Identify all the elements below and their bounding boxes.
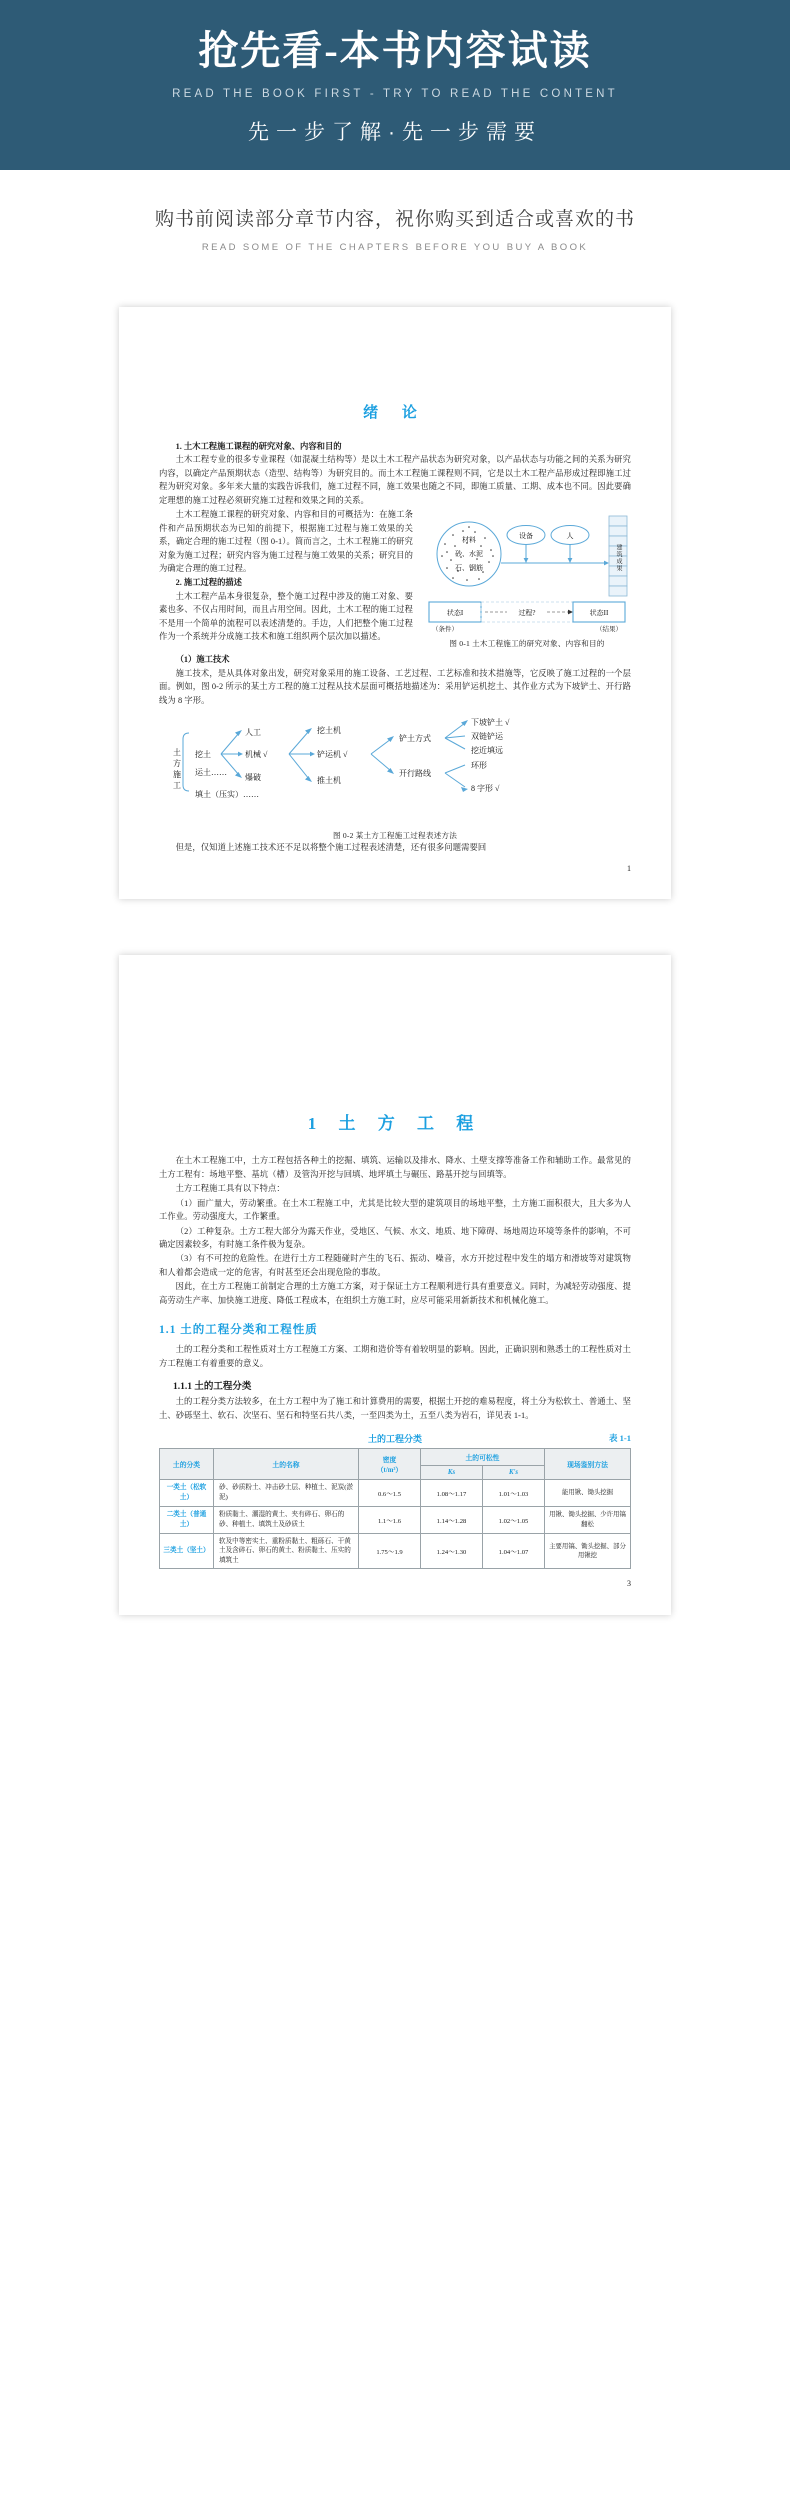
figure-0-1-caption: 图 0-1 土木工程施工的研究对象、内容和目的	[449, 639, 605, 649]
svg-text:（条件）: （条件）	[432, 626, 458, 634]
svg-text:双链铲运: 双链铲运	[471, 731, 503, 741]
th-ks-prime: K's	[483, 1465, 545, 1479]
svg-text:填土（压实）……: 填土（压实）……	[195, 789, 259, 799]
cell-ks: 1.08～1.17	[421, 1479, 483, 1506]
cell-ks-prime: 1.01～1.03	[483, 1479, 545, 1506]
soil-classification-table	[159, 1448, 631, 1569]
svg-text:石、钢筋: 石、钢筋	[455, 564, 483, 573]
cell-ks: 1.24～1.30	[421, 1533, 483, 1569]
book-page-1	[119, 307, 671, 899]
svg-text:状态I: 状态I	[446, 609, 464, 618]
book-page-2	[119, 955, 671, 1615]
th-density-label: 密度	[382, 1456, 397, 1464]
svg-text:材料: 材料	[462, 536, 476, 545]
sub-caption-en: READ SOME OF THE CHAPTERS BEFORE YOU BUY A BOOK	[201, 242, 589, 253]
cell-name: 粉质黏土、潮湿的黄土、夹有碎石、卵石的砂、种植土、填筑土及砂质土	[214, 1506, 359, 1533]
page1-paragraph-1: 土木工程专业的很多专业课程（如混凝土结构等）是以土木工程产品状态为研究对象，以产品状态与功能之间的关系为研究内容，以确定产品预期状态（造型、结构等）为研究目的。而土木工程施工课程则不同，它是以土木工程产品形成过程即施工过程为研究对象。多年来大量的实践告诉我们，施工过程不同，施工效果也随之不同，即施工质量、工期、成本也不同。因此要确定理想的施工过程必须研究施工过程和效果之间的关系。	[159, 455, 631, 505]
cell-grade: 二类土（普通土）	[160, 1506, 214, 1533]
svg-text:铲土方式: 铲土方式	[399, 733, 431, 743]
page2-section-1-title: 1.1 土的工程分类和工程性质	[159, 1324, 318, 1337]
svg-text:施: 施	[173, 769, 181, 779]
page2-number: 3	[627, 1579, 631, 1589]
svg-text:方: 方	[173, 758, 181, 768]
th-name: 土的名称	[214, 1448, 359, 1479]
page2-list-item-3: （3）有不可控的危险性。在进行土方工程随碰时产生的飞石、振动、噪音，水方开挖过程中发生的塌方和滑坡等对建筑物和人着都会造成一定的危害，有时甚至还会出现危险的事故。	[159, 1254, 631, 1277]
th-density-unit: （t/m³）	[376, 1466, 403, 1474]
figure-0-1	[423, 510, 631, 649]
cell-grade: 三类土（坚土）	[160, 1533, 214, 1569]
cell-density: 1.1～1.6	[359, 1506, 421, 1533]
banner-subtitle-en: READ THE BOOK FIRST - TRY TO READ THE CONTENT	[172, 88, 618, 100]
th-grade: 土的分类	[160, 1448, 214, 1479]
svg-text:人: 人	[566, 532, 574, 541]
svg-text:8 字形 √: 8 字形 √	[471, 783, 500, 793]
page1-section-1-title: 1. 土木工程施工课程的研究对象、内容和目的	[175, 442, 342, 451]
svg-text:挖土机: 挖土机	[317, 725, 341, 735]
banner-title: 抢先看-本书内容试读	[198, 28, 592, 73]
page1-sub-1-title: （1）施工技术	[175, 655, 230, 665]
table-row	[160, 1479, 631, 1506]
svg-text:人工: 人工	[245, 727, 261, 737]
soil-table-title: 土的工程分类	[367, 1433, 422, 1444]
page1-section-2-title: 2. 施工过程的描述	[175, 578, 242, 588]
page2-paragraph-2: 土方工程施工具有以下特点：	[175, 1184, 285, 1194]
page2-paragraph-3: 因此，在土方工程施工前制定合理的土方施工方案，对于保证土方工程顺利进行具有重要意义。同时，为减轻劳动强度、提高劳动生产率、加快施工进度、降低工程成本，在组织土方施工时，应尽可能采用新新技术和机械化施工。	[159, 1282, 631, 1305]
svg-text:机械 √: 机械 √	[245, 749, 268, 759]
svg-text:推土机: 推土机	[317, 775, 341, 785]
page1-number: 1	[627, 864, 631, 874]
cell-name: 软及中等密实土、重粉质黏土、粗砾石、干黄土及含碎石、卵石的黄土、粉质黏土、压实的填筑土	[214, 1533, 359, 1569]
cell-ks-prime: 1.04～1.07	[483, 1533, 545, 1569]
svg-text:环形: 环形	[471, 760, 487, 770]
svg-text:（结果）: （结果）	[596, 626, 622, 634]
page-banner	[0, 0, 790, 170]
svg-text:运土……: 运土……	[195, 767, 227, 777]
page1-heading: 绪 论	[363, 405, 427, 421]
soil-table-number: 表 1-1	[609, 1432, 631, 1443]
cell-grade: 一类土（松软土）	[160, 1479, 214, 1506]
cell-density: 1.75～1.9	[359, 1533, 421, 1569]
page2-list-item-2: （2）工种复杂。土方工程大部分为露天作业，受地区、气候、水文、地质、地下障碍、场地周边环境等条件的影响，不可确定因素较多，有时施工条件极为复杂。	[159, 1226, 631, 1249]
page1-paragraph-5: 但是，仅知道上述施工技术还不足以将整个施工过程表述清楚，还有很多问题需要回	[175, 842, 487, 852]
svg-text:铲运机 √: 铲运机 √	[317, 749, 348, 759]
figure-0-2-caption: 图 0-2 某土方工程施工过程表述方法	[332, 830, 458, 840]
svg-text:设备: 设备	[519, 532, 533, 541]
page1-paragraph-2: 土木工程施工课程的研究对象、内容和目的可概括为：在施工条件和产品预期状态为已知的前提下，根据施工过程与施工效果的关系，确定合理的施工过程（图 0-1）。简而言之，土木工程施工的研究对象为施工过程；研究内容为施工过程与施工效果的关系；研究目的为确定合理的施工过程。	[159, 510, 413, 573]
svg-text:土: 土	[173, 747, 181, 757]
cell-ks-prime: 1.02～1.05	[483, 1506, 545, 1533]
sub-caption-cn: 购书前阅读部分章节内容，祝你购买到适合或喜欢的书	[154, 209, 635, 230]
cell-name: 砂、砂质粉土、冲击砂土层、种植土、泥炭(淤泥)	[214, 1479, 359, 1506]
page2-paragraph-1: 在土木工程施工中，土方工程包括各种土的挖掘、填筑、运输以及排水、降水、土壁支撑等准备工作和辅助工作。最常见的土方工程有：场地平整、基坑（槽）及管沟开挖与回填、地坪填土与碾压、路基开挖与回填等。	[159, 1156, 631, 1179]
page2-subsection-1-title: 1.1.1 土的工程分类	[173, 1382, 252, 1393]
soil-table-title-row	[159, 1432, 631, 1445]
svg-text:建筑成果: 建筑成果	[615, 544, 621, 573]
table-row	[160, 1506, 631, 1533]
svg-text:状态II: 状态II	[589, 609, 609, 618]
banner-subtitle-cn: 先一步了解·先一步需要	[248, 121, 542, 144]
svg-text:挖土: 挖土	[195, 749, 211, 759]
svg-text:过程?: 过程?	[518, 609, 536, 618]
cell-tool: 主要用镐、锄头挖掘、部分用锹挖	[545, 1533, 631, 1569]
svg-text:挖近填远: 挖近填远	[471, 745, 503, 755]
figure-0-2-graphic	[159, 713, 631, 821]
cell-tool: 用锹、锄头挖掘、少许用镐翻松	[545, 1506, 631, 1533]
figure-0-1-graphic	[423, 510, 631, 634]
page1-paragraph-3: 土木工程产品本身很复杂，整个施工过程中涉及的施工对象、要素也多、不仅占用时间，而且占用空间。因此，土木工程的施工过程不是用一个简单的流程可以表述清楚的。手边，人们把整个施工过程作为一个系统并分成施工技术和施工组织两个层次加以描述。	[159, 591, 413, 642]
svg-text:砂、水泥: 砂、水泥	[455, 550, 483, 559]
th-ks: Ks	[421, 1465, 483, 1479]
page2-list-item-1: （1）面广量大，劳动繁重。在土木工程施工中，尤其是比较大型的建筑项目的场地平整，土方施工面积很大，且大多为人工作业。劳动强度大，工作繁重。	[159, 1198, 631, 1222]
page2-paragraph-4: 土的工程分类和工程性质对土方工程施工方案、工期和造价等有着较明显的影响。因此，正确识别和熟悉土的工程性质对土方工程施工有着重要的意义。	[159, 1345, 631, 1368]
svg-text:工: 工	[173, 780, 181, 790]
svg-text:下坡铲土 √: 下坡铲土 √	[471, 717, 510, 727]
svg-text:爆破: 爆破	[245, 772, 261, 782]
table-row	[160, 1533, 631, 1569]
page2-heading: 1 土 方 工 程	[307, 1114, 483, 1134]
soil-table-body	[160, 1479, 631, 1568]
cell-ks: 1.14～1.28	[421, 1506, 483, 1533]
soil-table-head	[160, 1448, 631, 1479]
page1-paragraph-4: 施工技术，是从具体对象出发，研究对象采用的施工设备、工艺过程、工艺标准和技术措施等，它反映了施工过程的一个层面。例如，图 0-2 所示的某土方工程的施工过程从技术层面可概括地描述为：采用铲运机挖土、其作业方式为下坡铲土、开行路线为 8 字形。	[159, 668, 631, 705]
th-density	[359, 1448, 421, 1479]
table-header-row-1	[160, 1448, 631, 1465]
sub-caption	[0, 170, 790, 259]
cell-tool: 能用锹、锄头挖掘	[545, 1479, 631, 1506]
svg-text:开行路线: 开行路线	[399, 768, 431, 778]
th-tool: 现场鉴别方法	[545, 1448, 631, 1479]
page2-paragraph-5: 土的工程分类方法较多，在土方工程中为了施工和计算费用的需要，根据土开挖的难易程度，将土分为松软土、普通土、坚土、砂砾坚土、软石、次坚石、坚石和特坚石共八类，一至四类为土，五至八类为岩石，详见表 1-1。	[159, 1397, 631, 1420]
th-looseness: 土的可松性	[421, 1448, 545, 1465]
cell-density: 0.6～1.5	[359, 1479, 421, 1506]
figure-0-2	[159, 713, 631, 841]
